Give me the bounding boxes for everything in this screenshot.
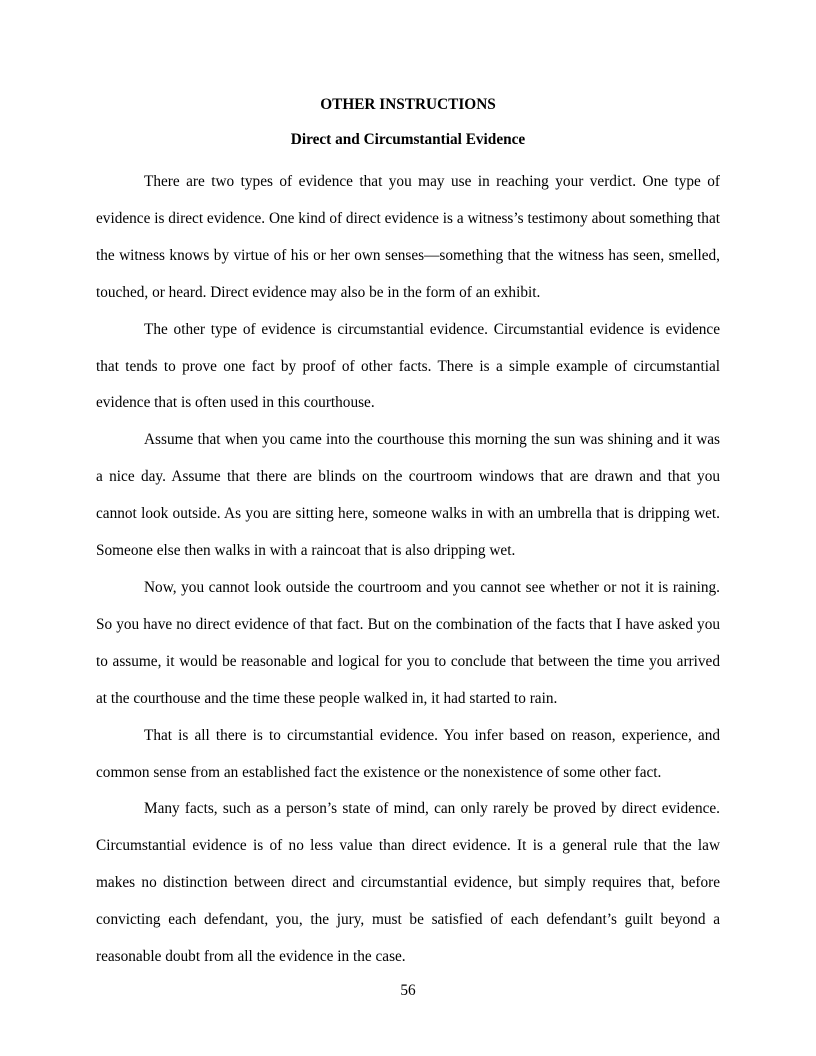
paragraph-3: Assume that when you came into the courthouse this morning the sun was shining and it was a nice day. Assume that there are blinds on the courtroom windows that are drawn and that you cannot look outside. As you are sitting here, someone walks in with an umbrella that is dripping wet. Someone else then walks in with a raincoat that is also dripping wet. <box>96 431 720 560</box>
body-text <box>96 164 720 976</box>
document-content <box>96 94 720 976</box>
paragraph-6: Many facts, such as a person’s state of mind, can only rarely be proved by direct evidence. Circumstantial evidence is of no less value than direct evidence. It is a general rule that the law makes no distinction between direct and circumstantial evidence, but simply requires that, before convicting each defendant, you, the jury, must be satisfied of each defendant’s guilt beyond a reasonable doubt from all the evidence in the case. <box>96 800 720 966</box>
section-subtitle: Direct and Circumstantial Evidence <box>290 131 526 148</box>
paragraph-2: The other type of evidence is circumstantial evidence. Circumstantial evidence is evidence that tends to prove one fact by proof of other facts. There is a simple example of circumstantial evidence that is often used in this courthouse. <box>96 320 720 412</box>
paragraph-1: There are two types of evidence that you may use in reaching your verdict. One type of evidence is direct evidence. One kind of direct evidence is a witness’s testimony about something that the witness knows by virtue of his or her own senses—something that the witness has seen, smelled, touched, or heard. Direct evidence may also be in the form of an exhibit. <box>96 173 720 301</box>
page-number: 56 <box>400 982 416 999</box>
section-title: OTHER INSTRUCTIONS <box>320 96 496 113</box>
paragraph-5: That is all there is to circumstantial evidence. You infer based on reason, experience, and common sense from an established fact the existence or the nonexistence of some other fact. <box>96 726 720 781</box>
paragraph-4: Now, you cannot look outside the courtroom and you cannot see whether or not it is raining. So you have no direct evidence of that fact. But on the combination of the facts that I have asked you to assume, it would be reasonable and logical for you to conclude that between the time you arrived at the courthouse and the time these people walked in, it had started to rain. <box>96 578 720 707</box>
